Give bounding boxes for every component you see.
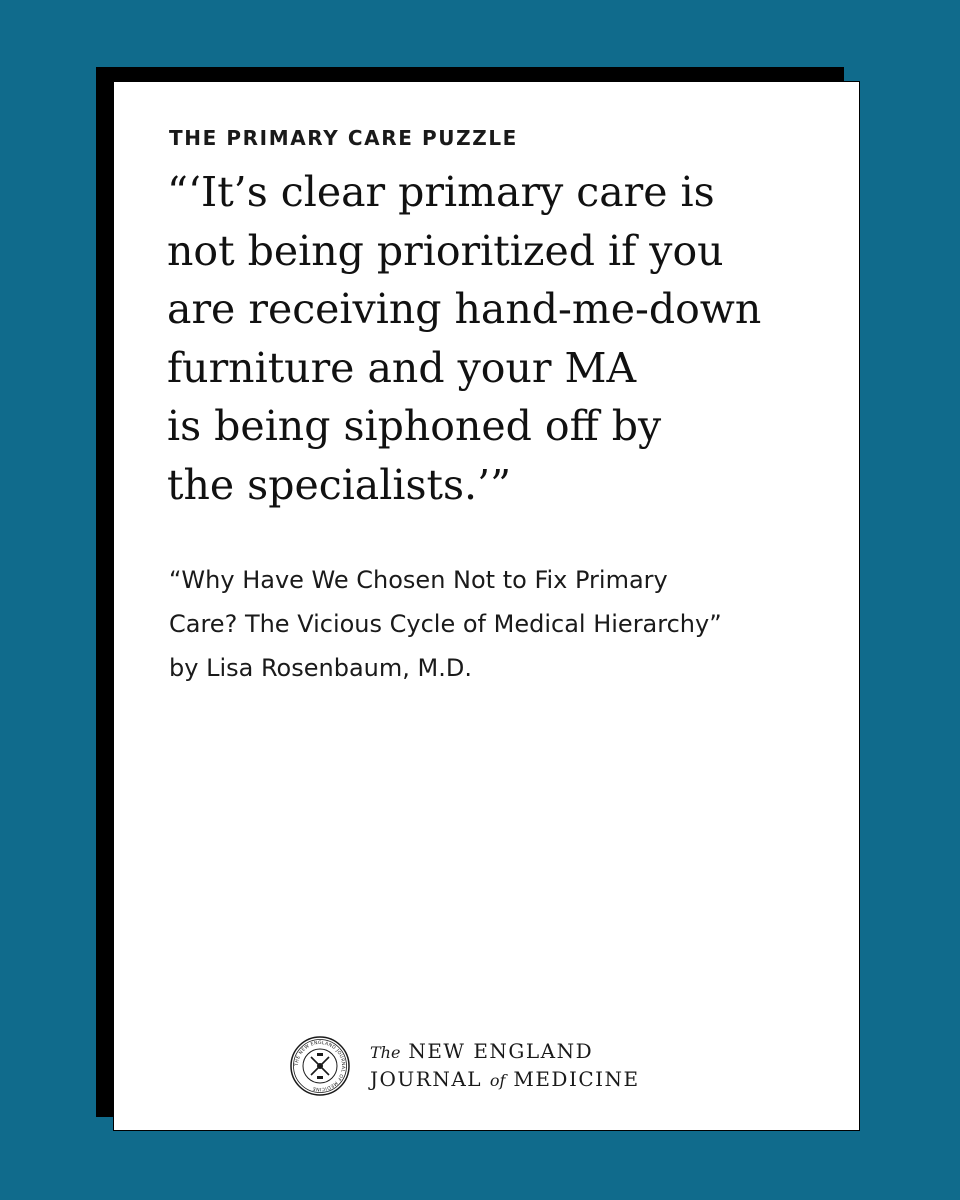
quote-line: furniture and your MA [167, 343, 637, 392]
quote-line: is being siphoned off by [167, 402, 662, 450]
article-citation [169, 558, 809, 690]
pull-quote [167, 163, 827, 514]
seal-text: THE NEW ENGLAND JOURNAL OF MEDICINE [294, 1040, 346, 1092]
citation-line: “Why Have We Chosen Not to Fix Primary [169, 566, 668, 594]
quote-line: not being prioritized if you [167, 226, 724, 275]
wordmark-the: The [370, 1043, 401, 1062]
nejm-logo [290, 1034, 640, 1098]
citation-byline: by Lisa Rosenbaum, M.D. [169, 654, 472, 682]
quote-line: are receiving hand-me-down [167, 285, 762, 333]
nejm-seal-icon [290, 1036, 350, 1096]
wordmark-line-2 [370, 1066, 640, 1094]
quote-line: “‘It’s clear primary care is [167, 168, 715, 216]
wordmark-journal: JOURNAL [370, 1067, 483, 1091]
wordmark-medicine: MEDICINE [513, 1067, 640, 1091]
citation-line: Care? The Vicious Cycle of Medical Hierarchy” [169, 610, 722, 638]
series-kicker: THE PRIMARY CARE PUZZLE [169, 126, 518, 150]
nejm-wordmark [370, 1038, 640, 1094]
quote-card [113, 81, 860, 1131]
wordmark-line-1 [370, 1038, 640, 1066]
wordmark-of: of [489, 1071, 506, 1090]
wordmark-new-england: NEW ENGLAND [408, 1039, 594, 1063]
quote-line: the specialists.’” [167, 460, 512, 509]
